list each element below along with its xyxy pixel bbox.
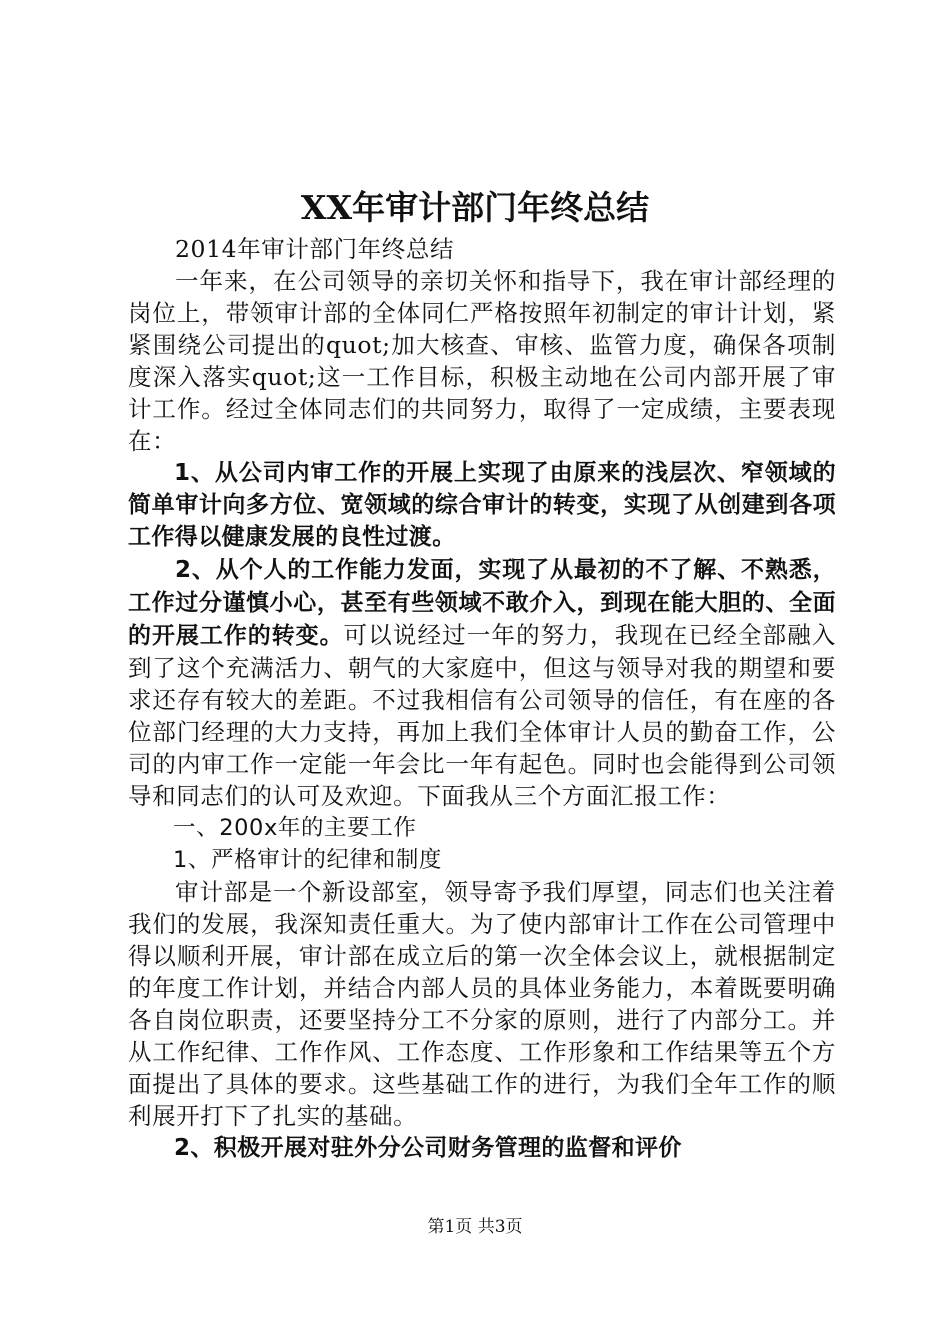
achievement-paragraph-2-bold: 2、从个人的工作能力发面，实现了从最初的不了解、不熟悉，工作过分谨慎小心，甚至有些领域不敢介入，到现在能大胆的、全面的开展工作的转变。 <box>128 557 836 649</box>
intro-paragraph: 一年来，在公司领导的亲切关怀和指导下，我在审计部经理的岗位上，带领审计部的全体同仁严格按照年初制定的审计计划，紧紧围绕公司提出的quot;加大核查、审核、监管力度，确保各项制度深入落实quot;这一工作目标，积极主动地在公司内部开展了审计工作。经过全体同志们的共同努力，取得了一定成绩，主要表现在： <box>128 267 836 455</box>
page-number-footer: 第1页 共3页 <box>427 1217 523 1237</box>
discipline-paragraph: 审计部是一个新设部室，领导寄予我们厚望，同志们也关注着我们的发展，我深知责任重大。为了使内部审计工作在公司管理中得以顺利开展，审计部在成立后的第一次全体会议上，就根据制定的年度工作计划，并结合内部人员的具体业务能力，本着既要明确各自岗位职责，还要坚持分工不分家的原则，进行了内部分工。并从工作纪律、工作作风、工作态度、工作形象和工作结果等五个方面提出了具体的要求。这些基础工作的进行，为我们全年工作的顺利展开打下了扎实的基础。 <box>128 878 836 1130</box>
document-title: XX年审计部门年终总结 <box>300 188 650 227</box>
section-heading-main-work: 一、200x年的主要工作 <box>173 815 417 841</box>
document-body <box>128 233 836 1164</box>
subtitle-paragraph: 2014年审计部门年终总结 <box>175 235 455 263</box>
subsection-heading-discipline: 1、严格审计的纪律和制度 <box>173 847 443 873</box>
achievement-paragraph-2 <box>128 553 836 812</box>
achievement-paragraph-2-rest: 可以说经过一年的努力，我现在已经全部融入到了这个充满活力、朝气的大家庭中，但这与领导对我的期望和要求还存有较大的差距。不过我相信有公司领导的信任，有在座的各位部门经理的大力支持，再加上我们全体审计人员的勤奋工作，公司的内审工作一定能一年会比一年有起色。同时也会能得到公司领导和同志们的认可及欢迎。下面我从三个方面汇报工作： <box>128 621 836 810</box>
subsection-heading-supervision: 2、积极开展对驻外分公司财务管理的监督和评价 <box>174 1135 682 1161</box>
achievement-paragraph-1: 1、从公司内审工作的开展上实现了由原来的浅层次、窄领域的简单审计向多方位、宽领域的综合审计的转变，实现了从创建到各项工作得以健康发展的良性过渡。 <box>128 460 836 550</box>
